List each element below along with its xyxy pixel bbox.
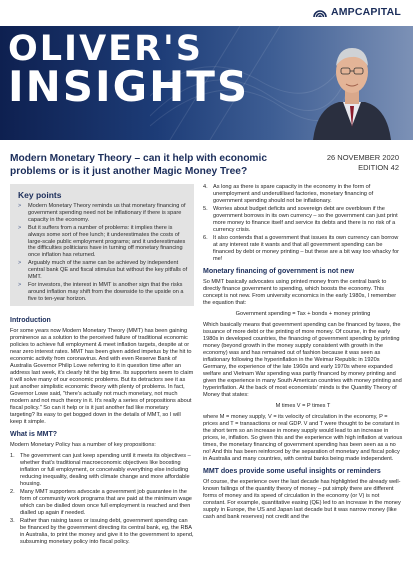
logo-text: AMPCAPITAL [330, 6, 401, 18]
proposition-text: As long as there is spare capacity in the economy in the form of unemployment and underutilised factories, monetary financing of government spending should not be inflationary. [213, 184, 374, 204]
proposition-item: 4. As long as there is spare capacity in the economy in the form of unemployment and underutilised factories, monetary financing of government spending should not be inflationary. [203, 184, 374, 204]
section-heading-monetary-financing: Monetary financing of government is not new [203, 268, 354, 275]
propositions-list [10, 453, 194, 546]
monetary-financing-paragraph-2: Which basically means that government spending can be financed by taxes, the issuance of more debt or the printing of more money. Of course, in the early 1980s in developed countries, the financing of government spending by printing money (beyond growth in the money supply consistent with growth in the economy) was and has remained out of fashion because it was seen as inflationary following the hyperinflation in the Weimar Republic in 1920s Germany, the experience of the late 1960s and early 1970s where expanded welfare and Vietnam War spending was partly financed by money printing and given the experience in many South American countries with money printing and hyperinflation. At the back of most economists' minds is the Quantity Theory of Money that states: [203, 322, 402, 398]
mmt-insights-paragraph: Of course, the experience over the last decade has highlighted the already well-known failings of the quantity theory of money – put simply there are different forms of money and its speed of circulation in the economy (or V) is not constant. For example, quantitative easing (QE) led to an increase in the money supply in Europe, the US and Japan last decade but it was narrow money (like cash and bank reserves) not credit and the [203, 479, 401, 520]
quantity-theory-equation: M times V = P times T [275, 403, 331, 409]
proposition-text: The government can just keep spending until it meets its objectives – whether that's traditional macroeconomic objectives like boosting inflation or full employment, or conceivably everything else including reducing inequality, dealing with climate change and more affordable housing. [20, 453, 191, 487]
key-points-title: Key points [18, 190, 62, 200]
author-portrait-icon [309, 30, 395, 140]
section-heading-what-is-mmt: What is MMT? [10, 431, 58, 438]
what-paragraph: Modern Monetary Policy has a number of key propositions: [10, 442, 156, 448]
key-points-list [10, 203, 194, 303]
proposition-text: It also contends that a government that issues its own currency can borrow at any interest rate it wants and that all government spending can be financed by debt or money printing – but these are a bit way too whacky for me! [213, 235, 399, 262]
key-point-item: > Modern Monetary Theory reminds us that monetary financing of government spending need not be inflationary if there is spare capacity in the economy. [18, 203, 188, 224]
amp-capital-logo [313, 6, 401, 18]
date-text: 26 NOVEMBER 2020 [326, 153, 399, 162]
proposition-text: Rather than raising taxes or issuing debt, government spending can be financed by the government directing its central bank, eg, the RBA in Australia, to print the money and give it to the government to spend, subsuming monetary policy into fiscal policy. [20, 518, 194, 545]
proposition-item: 3. Rather than raising taxes or issuing debt, government spending can be financed by the government directing its central bank, eg, the RBA in Australia, to print the money and give it to the government to spend, subsuming monetary policy into fiscal policy. [10, 518, 194, 545]
proposition-item: 6. It also contends that a government that issues its own currency can borrow at any interest rate it wants and that all government spending can be financed by debt or money printing – but these are a bit way too whacky for me! [203, 235, 399, 262]
monetary-financing-paragraph-1: So MMT basically advocates using printed money from the central bank to directly finance government to spending, which boosts the economy. This concept is not new. From university economics in the early 1980s, I remember the equation that: [203, 279, 397, 306]
right-column [203, 184, 403, 525]
left-column [10, 316, 194, 550]
logo-arcs-icon [313, 6, 327, 18]
edition-text: EDITION 42 [358, 163, 399, 172]
key-point-item: > Arguably much of the same can be achieved by independent central bank QE and fiscal stimulus but without the key pitfalls of MMT. [18, 260, 188, 281]
proposition-text: Worries about budget deficits and sovereign debt are overblown if the government borrows in its own currency – so the government can just print more money to finance itself and service its debts and there is no risk of a currency crisis. [213, 206, 398, 233]
proposition-item: 5. Worries about budget deficits and sovereign debt are overblown if the government borrows in its own currency – so the government can just print more money to finance itself and service its debts and there is no risk of a currency crisis. [203, 206, 398, 233]
oliver-insights-banner [0, 26, 413, 140]
key-points-box [10, 184, 194, 306]
article-headline: Modern Monetary Theory – can it help with economic problems or is it just another Magic Money Tree? [10, 153, 267, 177]
key-point-item: > But it suffers from a number of problems: it implies there is always some sort of free lunch; it underestimates the costs of large-scale public employment programs; and it underestimates the difficulties politicians have in turning off monetary financing once inflation has returned. [18, 225, 188, 260]
section-heading-introduction: Introduction [10, 317, 51, 324]
government-spending-equation: Government spending = Tax + bonds + money printing [235, 311, 371, 317]
publication-date [327, 153, 399, 173]
proposition-text: Many MMT supporters advocate a government job guarantee in the form of community work programs that are paid at the minimum wage which can be dialled down once full employment is reached and then dialled up again if needed. [20, 489, 192, 516]
intro-paragraph: For some years now Modern Monetary Theory (MMT) has been gaining prominence as a solution to the perceived failure of traditional economic policies to achieve full employment & meet inflation targets, despite at or near zero interest rates. MMT has been given added impetus by the hit to economic activity from coronavirus. And with even Reserve Bank of Australia Governor Philip Lowe referring to it in question time after an address last week, it's clearly hit the big time. Its supporters seem to claim it will solve many of our economic problems. But its detractors see it as just another simplistic economic theory with plenty of problems. In fact, Governor Lowe said, "there's actually not much monetary, not much modern and not much theory in it. It's really a series of propositions about fiscal policy." So can it help or is it just another fad like monetary targeting? Its easy to get bogged down in the details of MMT, so I will keep it simple. [10, 328, 194, 425]
banner-title-line1: OLIVER'S [8, 29, 203, 69]
propositions-list-continued [203, 184, 403, 263]
section-heading-mmt-insights: MMT does provide some useful insights or reminders [203, 468, 381, 475]
quantity-theory-paragraph: where M = money supply, V = its velocity of circulation in the economy, P = prices and T = transactions or real GDP. V and T were thought to be constant in the short term so an increase in money supply would lead to an increase in prices, ie, inflation. So given this and the experience with high inflation at various times, the monetary financing of government spending has been seen as a no no! And this has been reinforced by the separation of monetary and fiscal policy in Australia and many countries, with central banks being made independent. [203, 414, 403, 462]
banner-title [8, 29, 250, 111]
banner-title-line2: INSIGHTS [8, 62, 250, 111]
proposition-item: 2. Many MMT supporters advocate a government job guarantee in the form of community work programs that are paid at the minimum wage which can be dialled down once full employment is reached and then dialled up again if needed. [10, 489, 192, 516]
proposition-item: 1. The government can just keep spending until it meets its objectives – whether that's traditional macroeconomic objectives like boosting inflation or full employment, or conceivably everything else including reducing inequality, dealing with climate change and more affordable housing. [10, 453, 191, 487]
key-point-item: > For investors, the interest in MMT is another sign that the risks around inflation may shift from the downside to the upside on a five to ten-year horizon. [18, 282, 188, 303]
